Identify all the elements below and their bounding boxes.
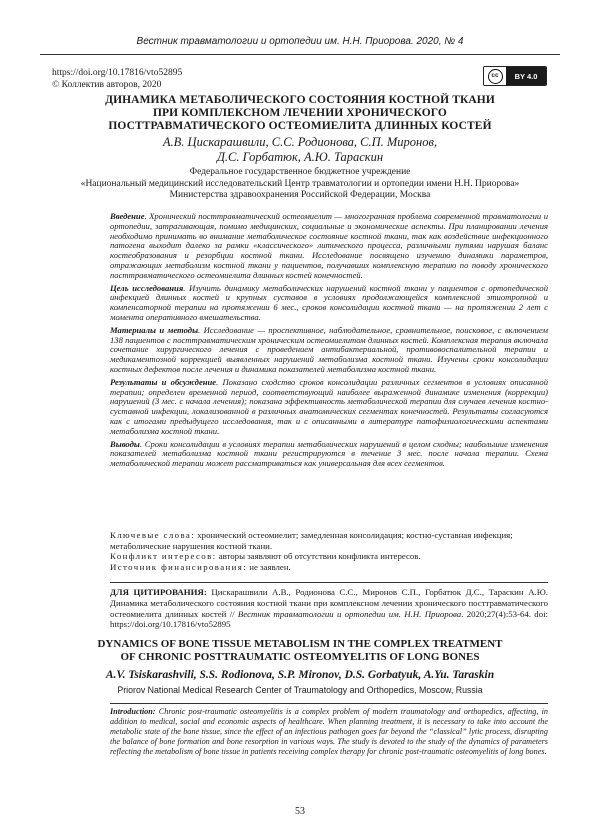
section-text: . Сроки консолидации в условиях терапии метаболических нарушений в целом сходны; наибольшие изменения показателей метаболизма костной ткани регистрируются в течение 3 мес. после начала терапии. Схема метаболической терапии может рассматриваться как универсальная для всех сегментов. (110, 438, 548, 469)
citation-label: ДЛЯ ЦИТИРОВАНИЯ: (110, 587, 207, 597)
conflict-text: авторы заявляют об отсутствии конфликта интересов. (216, 551, 421, 562)
title-en-line: OF CHRONIC POSTTRAUMATIC OSTEOMYELITIS OF LONG BONES (120, 651, 480, 663)
title-ru-line: ДИНАМИКА МЕТАБОЛИЧЕСКОГО СОСТОЯНИЯ КОСТНОЙ ТКАНИ (105, 94, 495, 106)
abstract-methods (110, 326, 548, 375)
funding-label: Источник финансирования: (110, 561, 248, 572)
abstract-introduction (110, 212, 548, 281)
section-label: Введение (110, 211, 145, 221)
title-en-line: DYNAMICS OF BONE TISSUE METABOLISM IN THE COMPLEX TREATMENT (97, 638, 503, 650)
copyright-line: © Коллектив авторов, 2020 (52, 80, 162, 90)
section-label: Цель исследования (110, 282, 184, 293)
authors-ru (40, 135, 560, 165)
keywords-label: Ключевые слова: (110, 530, 196, 540)
funding-text: не заявлен. (247, 561, 291, 572)
conflict-label: Конфликт интересов: (110, 551, 217, 562)
affiliation-en: Priorov National Medical Research Center of Traumatology and Orthopedics, Moscow, Russia (117, 685, 483, 695)
abstract-aim (110, 284, 548, 323)
journal-header: Вестник травматологии и ортопедии им. Н.Н. Приорова. 2020, № 4 (136, 36, 464, 47)
affiliation-ru-line: Федеральное государственное бюджетное учреждение (189, 167, 411, 177)
funding (110, 562, 548, 573)
abstract-en-text: Chronic post-traumatic osteomyelitis is a complex problem of modern traumatology and orthopedics, affecting, in addition to medical, social and economic aspects of healthcare. When planning treatment, it is necessary to take into account the metabolic state of the bone tissue, since the effect of an infectious pathogen goes far beyond the “classical” lytic process, disrupting the balance of bone formation and bone resorption in various ways. The study is devoted to the study of the dynamics of parameters reflecting the metabolism of bone tissue in patients receiving complex therapy for chronic post-traumatic osteomyelitis of long bones. (110, 707, 548, 756)
affiliation-ru-line: Министерства здравоохранения Российской Федерации, Москва (169, 190, 431, 200)
abstract-en (110, 707, 548, 757)
section-text: . Хронический посттравматический остеомиелит — многогранная проблема современной травматологии и ортопедии, затрагивающая, помимо медицинских, социальные и экономические аспекты. При планировании лечения необходимо принимать во внимание метаболическое состояние костной ткани, так как воздействие инфекционного патогена выходит далеко за рамки «классического» литического процесса, различными путями нарушая баланс костеобразования и резорбции костной ткани. Исследование посвящено изучению динамики параметров, отражающих метаболизм костной ткани у пациентов, получавших комплексную терапию по поводу хронического посттравматического остеомиелита длинных костей конечностей. (110, 211, 548, 280)
header-rule (40, 54, 560, 55)
title-ru-line: ПОСТТРАВМАТИЧЕСКОГО ОСТЕОМИЕЛИТА ДЛИННЫХ КОСТЕЙ (108, 120, 492, 132)
conflict-of-interest (110, 551, 548, 562)
citation-journal: Вестник травматологии и ортопедии им. Н.Н. Приорова (237, 608, 462, 619)
citation-rule (110, 582, 548, 583)
section-label: Выводы (110, 438, 140, 449)
section-label: Результаты и обсуждение (110, 376, 217, 387)
keywords-block (110, 530, 548, 572)
title-ru-line: ПРИ КОМПЛЕКСНОМ ЛЕЧЕНИИ ХРОНИЧЕСКОГО (153, 107, 447, 119)
affiliation-ru (40, 167, 560, 202)
citation-block (110, 587, 548, 630)
abstract-en-label: Introduction: (110, 707, 156, 716)
abstract-results (110, 378, 548, 437)
cc-icon: cc (488, 69, 503, 84)
abstract-conclusions (110, 440, 548, 469)
cc-logo-area (484, 67, 506, 85)
title-en (40, 638, 560, 664)
doi-link[interactable]: https://doi.org/10.17816/vto52895 (52, 68, 183, 78)
affiliation-ru-line: «Национальный медицинский исследовательский Центр травматологии и ортопедии имени Н.Н. Приорова» (80, 178, 520, 189)
section-text: . Исследование — проспективное, наблюдательное, сравнительное, поисковое, с включением 138 пациентов с посттравматическим хроническим остеомиелитом длинных костей. Комплексная терапия включала сочетание хирургического лечения с проведением антибактериальной, противовоспалительной терапии и медикаментозной коррекцией выявленных нарушений метаболизма костной ткани. Изучены сроки консолидации костных дефектов после лечения и динамика показателей метаболизма костной ткани. (110, 324, 549, 374)
license-label: BY 4.0 (506, 67, 546, 85)
title-ru (40, 94, 560, 133)
abstract-en-rule (110, 703, 548, 704)
section-label: Материалы и методы (110, 324, 199, 335)
citation-text: Цискарашвили А.В., Родионова С.С., Миронов С.П., Горбатюк Д.С., Тараскин А.Ю. Динамика метаболического состояния костной ткани при комплексном лечении хронического посттравматического остеомиелита длинных костей // (110, 587, 548, 619)
citation-tail[interactable]: . 2020;27(4):53-64. doi: https://doi.org/10.17816/vto52895 (110, 608, 548, 630)
section-text: . Показано сходство сроков консолидации различных сегментов в условиях описанной терапии; определен временной период, соответствующий наиболее выраженной динамике изменения (коррекции) нарушений (3 мес. с начала лечения); показана эффективность метаболической терапии для случаев лечения костно-суставной инфекции, локализованной в различных анатомических сегментах конечностей. Результаты согласуются как с итогами предыдущего исследования, так и с описанными в литературе патофизиологическими аспектами метаболизма костной ткани. (110, 376, 548, 436)
keywords-text: хронический остеомиелит; замедленная консолидация; костно-суставная инфекция; метаболические нарушения костной ткани. (110, 530, 513, 551)
keywords (110, 530, 548, 551)
cc-license-badge[interactable] (483, 66, 547, 86)
authors-ru-line: А.В. Цискарашвили, С.С. Родионова, С.П. Миронов, (162, 135, 438, 149)
page-number: 53 (295, 806, 305, 817)
abstract-ru (110, 212, 548, 472)
authors-en: A.V. Tsiskarashvili, S.S. Rodionova, S.P. Mironov, D.S. Gorbatyuk, A.Yu. Taraskin (105, 669, 495, 681)
authors-ru-line: Д.С. Горбатюк, А.Ю. Тараскин (216, 150, 384, 164)
section-text: . Изучить динамику метаболических нарушений костной ткани у пациентов с ортопедической инфекцией длинных костей и крупных суставов в условиях продолжающейся комплексной этиотропной и компенсаторной терапии на протяжении 6 мес., сроков консолидации костной ткани — на протяжении 2 лет с момента оперативного вмешательства. (110, 282, 548, 322)
